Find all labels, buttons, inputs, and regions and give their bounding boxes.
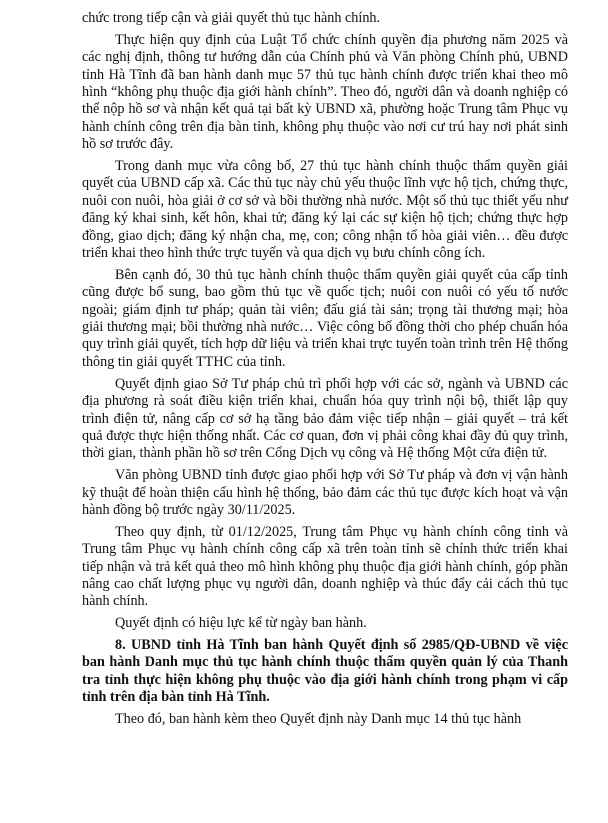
paragraph-final: Theo đó, ban hành kèm theo Quyết định này Danh mục 14 thủ tục hành xyxy=(115,710,522,727)
section-heading: 8. UBND tỉnh Hà Tĩnh ban hành Quyết định số 2985/QĐ-UBND về việc ban hành Danh mục thủ tục hành chính thuộc thẩm quyền quản lý của Thanh tra tỉnh thực hiện không phụ thuộc vào địa giới hành chính trong phạm vi cấp tỉnh trên địa bàn tỉnh Hà Tĩnh. xyxy=(82,636,568,706)
paragraph-office-coordination: Văn phòng UBND tỉnh được giao phối hợp với Sở Tư pháp và đơn vị vận hành kỹ thuật để hoàn thiện cấu hình hệ thống, bảo đảm các thủ tục được kích hoạt và vận hành đồng bộ trước ngày 30/11/2025. xyxy=(82,467,568,518)
paragraph-commune-procedures: Trong danh mục vừa công bố, 27 thủ tục hành chính thuộc thẩm quyền giải quyết của UBND cấp xã. Các thủ tục này chủ yếu thuộc lĩnh vực hộ tịch, chứng thực, nuôi con nuôi, hòa giải ở cơ sở và bồi thường nhà nước. Một số thủ tục thiết yếu như đăng ký khai sinh, kết hôn, khai tử; đăng ký lại các sự kiện hộ tịch; chứng thực hợp đồng, giao dịch; đăng ký nhận cha, mẹ, con; công nhận tổ hòa giải viên… đều được triển khai theo hình thức trực tuyến và qua dịch vụ bưu chính công ích. xyxy=(82,158,568,262)
paragraph-effective-from: Theo quy định, từ 01/12/2025, Trung tâm Phục vụ hành chính công tỉnh và Trung tâm Phục vụ hành chính công cấp xã trên toàn tỉnh sẽ chính thức triển khai tiếp nhận và trả kết quả theo mô hình không phụ thuộc địa giới hành chính, góp phần nâng cao chất lượng phục vụ người dân, doanh nghiệp và thúc đẩy cải cách thủ tục hành chính. xyxy=(82,523,568,610)
paragraph-province-procedures: Bên cạnh đó, 30 thủ tục hành chính thuộc thẩm quyền giải quyết của cấp tỉnh cũng được bổ sung, bao gồm thủ tục về quốc tịch; nuôi con nuôi có yếu tố nước ngoài; giám định tư pháp; quản tài viên; đấu giá tài sản; trọng tài thương mại; hòa giải thương mại; bồi thường nhà nước… Việc công bố đồng thời cho phép chuẩn hóa quy trình giải quyết, tích hợp dữ liệu và triển khai trực tuyến toàn trình trên Hệ thống thông tin giải quyết TTHC của tỉnh. xyxy=(82,266,568,370)
paragraph-continuation: chức trong tiếp cận và giải quyết thủ tục hành chính. xyxy=(82,10,381,26)
paragraph-law-implementation: Thực hiện quy định của Luật Tổ chức chính quyền địa phương năm 2025 và các nghị định, thông tư hướng dẫn của Chính phủ và Văn phòng Chính phủ, UBND tỉnh Hà Tĩnh đã ban hành danh mục 57 thủ tục hành chính được triển khai theo mô hình “không phụ thuộc địa giới hành chính”. Theo đó, người dân và doanh nghiệp có thể nộp hồ sơ và nhận kết quả tại bất kỳ UBND xã, phường hoặc Trung tâm Phục vụ hành chính công trên địa bàn tỉnh, không phụ thuộc vào nơi cư trú hay nơi phát sinh hồ sơ trước đây. xyxy=(82,31,568,153)
paragraph-justice-department: Quyết định giao Sở Tư pháp chủ trì phối hợp với các sở, ngành và UBND các địa phương rà soát điều kiện triển khai, chuẩn hóa quy trình nội bộ, thiết lập quy trình điện tử, nâng cấp cơ sở hạ tầng bảo đảm việc tiếp nhận – giải quyết – trả kết quả được thực hiện thống nhất. Các cơ quan, đơn vị phải công khai đầy đủ quy trình, thời gian, thành phần hồ sơ trên Cổng Dịch vụ công và Hệ thống Một cửa điện tử. xyxy=(82,375,568,462)
paragraph-effective-date: Quyết định có hiệu lực kể từ ngày ban hành. xyxy=(115,615,367,632)
